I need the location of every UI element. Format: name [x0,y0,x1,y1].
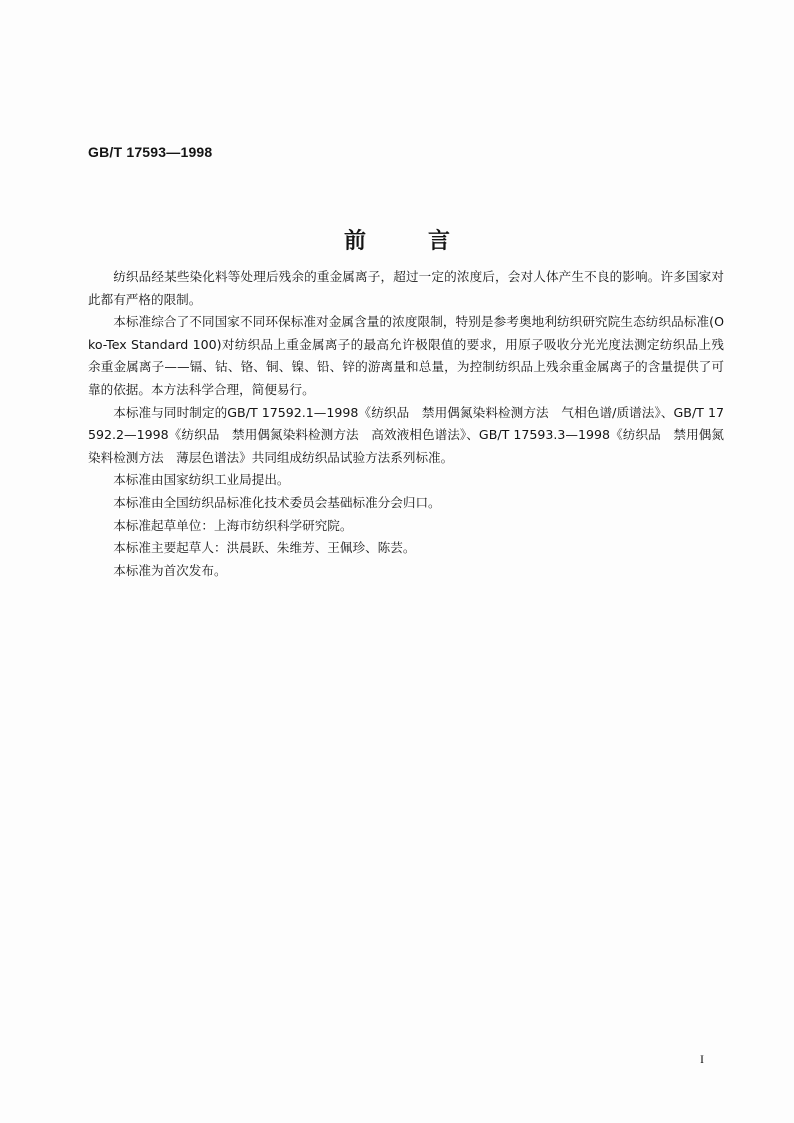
paragraph-scope: 本标准综合了不同国家不同环保标准对金属含量的浓度限制，特别是参考奥地利纺织研究院生态纺织品标准(Oko-Tex Standard 100)对纺织品上重金属离子的最高允许极限值的要求，用原子吸收分光光度法测定纺织品上残余重金属离子——镉、钴、铬、铜、镍、铅、锌的游离量和总量，为控制纺织品上残余重金属离子的含量提供了可靠的依据。本方法科学合理，简便易行。 [88,314,724,397]
document-code: GB/T 17593—1998 [88,144,213,160]
foreword-body [88,266,724,582]
title-char-2: 言 [428,229,451,254]
paragraph-related-standards: 本标准与同时制定的GB/T 17592.1—1998《纺织品 禁用偶氮染料检测方法 气相色谱/质谱法》、GB/T 17592.2—1998《纺织品 禁用偶氮染料检测方法 高效液相色谱法》、GB/T 17593.3—1998《纺织品 禁用偶氮染料检测方法 薄层色谱法》共同组成纺织品试验方法系列标准。 [88,404,724,465]
paragraph-drafters: 本标准主要起草人：洪晨跃、朱维芳、王佩珍、陈芸。 [113,540,416,556]
paragraph-drafting-unit: 本标准起草单位：上海市纺织科学研究院。 [113,517,353,533]
page-number: I [700,1052,704,1066]
paragraph-responsible-committee: 本标准由全国纺织品标准化技术委员会基础标准分会归口。 [113,494,441,510]
paragraph-first-release: 本标准为首次发布。 [113,562,227,578]
section-title [0,224,794,255]
title-char-1: 前 [343,229,366,254]
paragraph-proposed-by: 本标准由国家纺织工业局提出。 [113,472,290,488]
paragraph-background: 纺织品经某些染化料等处理后残余的重金属离子，超过一定的浓度后，会对人体产生不良的影响。许多国家对此都有严格的限制。 [88,269,724,307]
